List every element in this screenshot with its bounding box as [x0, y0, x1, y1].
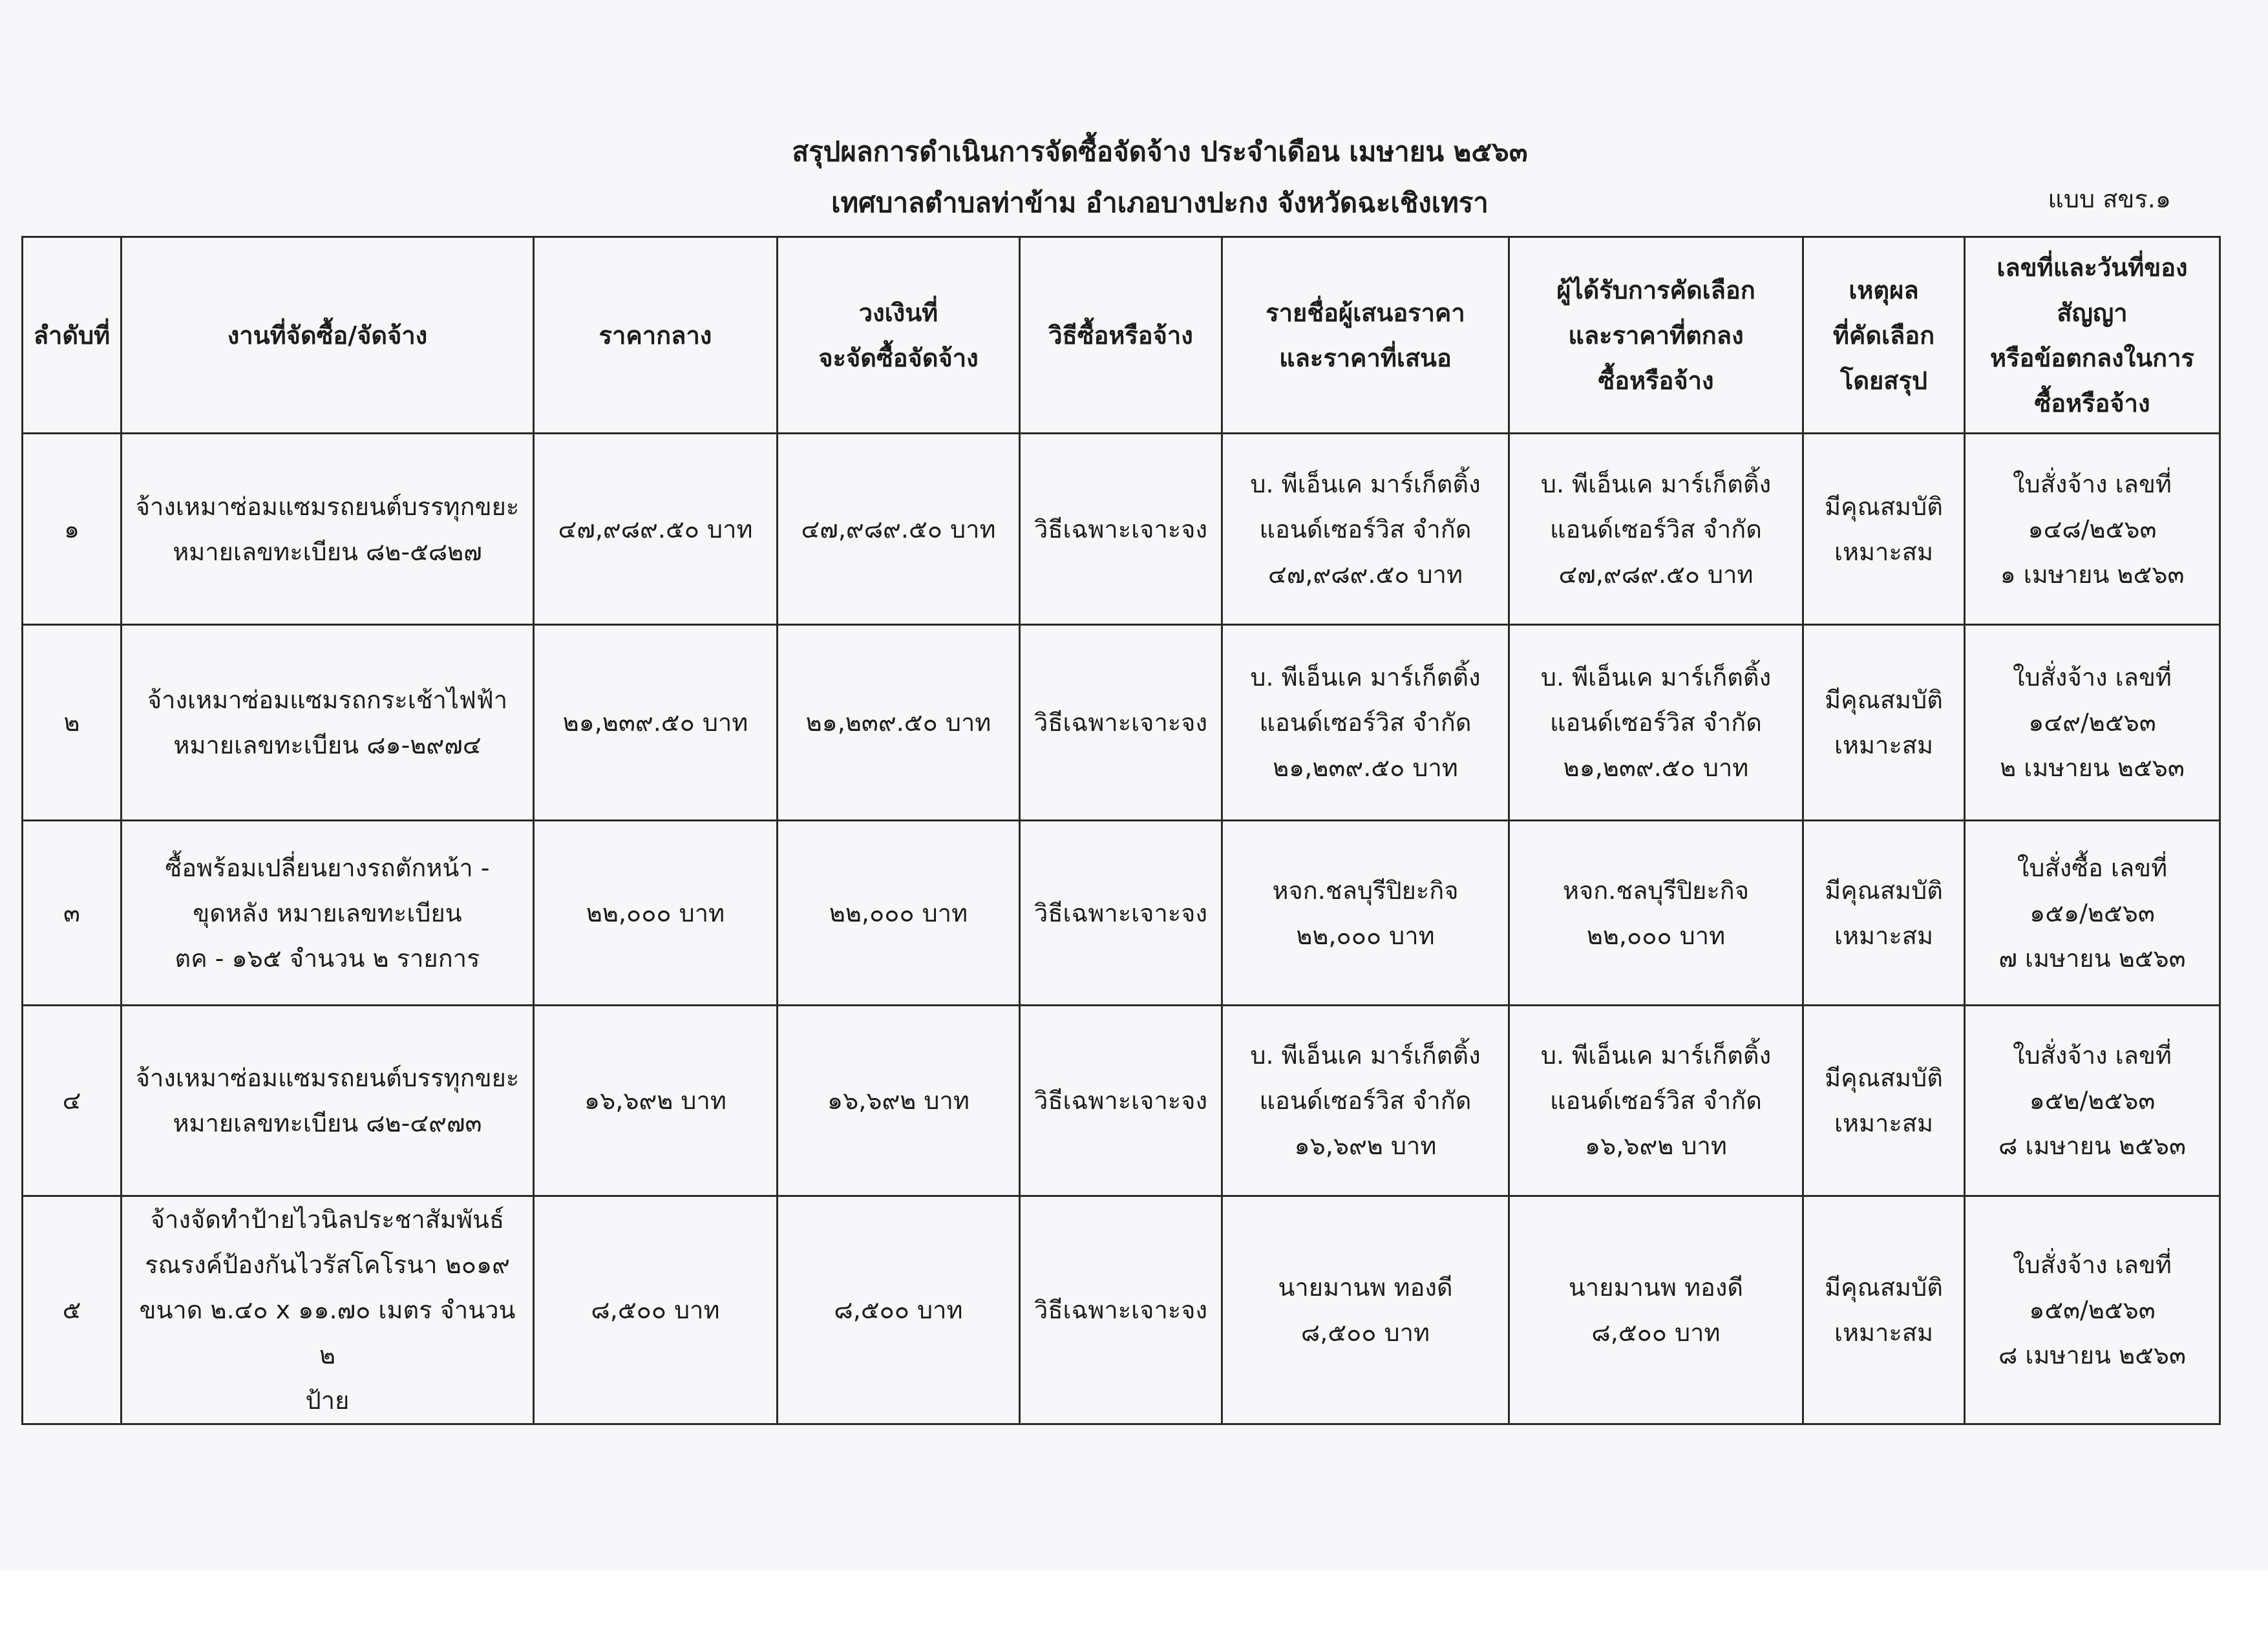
cell-reason: มีคุณสมบัติ เหมาะสม	[1803, 625, 1965, 821]
column-header-reason: เหตุผล ที่คัดเลือก โดยสรุป	[1803, 237, 1965, 434]
cell-no: ๔	[23, 1006, 122, 1196]
cell-median-price: ๑๖,๖๙๒ บาท	[534, 1006, 778, 1196]
cell-work: ซื้อพร้อมเปลี่ยนยางรถตักหน้า - ขุดหลัง หมายเลขทะเบียน ตค - ๑๖๕ จำนวน ๒ รายการ	[122, 821, 534, 1006]
column-header-bidders: รายชื่อผู้เสนอราคา และราคาที่เสนอ	[1222, 237, 1509, 434]
table-row	[23, 821, 2220, 1006]
cell-reason: มีคุณสมบัติ เหมาะสม	[1803, 1006, 1965, 1196]
document-title: สรุปผลการดำเนินการจัดซื้อจัดจ้าง ประจำเดือน เมษายน ๒๕๖๓	[792, 136, 1528, 167]
cell-work: จ้างเหมาซ่อมแซมรถยนต์บรรทุกขยะ หมายเลขทะเบียน ๘๒-๔๙๗๓	[122, 1006, 534, 1196]
cell-budget: ๘,๕๐๐ บาท	[778, 1196, 1020, 1424]
procurement-summary-table	[21, 236, 2221, 1425]
form-code: แบบ สขร.๑	[2048, 185, 2171, 213]
cell-method: วิธีเฉพาะเจาะจง	[1020, 821, 1222, 1006]
cell-budget: ๑๖,๖๙๒ บาท	[778, 1006, 1020, 1196]
cell-no: ๒	[23, 625, 122, 821]
cell-no: ๑	[23, 434, 122, 625]
cell-bidders: บ. พีเอ็นเค มาร์เก็ตติ้ง แอนด์เซอร์วิส จำกัด ๑๖,๖๙๒ บาท	[1222, 1006, 1509, 1196]
cell-contract: ใบสั่งจ้าง เลขที่ ๑๕๓/๒๕๖๓ ๘ เมษายน ๒๕๖๓	[1965, 1196, 2220, 1424]
cell-selected: นายมานพ ทองดี ๘,๕๐๐ บาท	[1509, 1196, 1803, 1424]
table-row	[23, 1196, 2220, 1424]
column-header-selected: ผู้ได้รับการคัดเลือก และราคาที่ตกลง ซื้อหรือจ้าง	[1509, 237, 1803, 434]
column-header-median-price: ราคากลาง	[534, 237, 778, 434]
cell-selected: บ. พีเอ็นเค มาร์เก็ตติ้ง แอนด์เซอร์วิส จำกัด ๒๑,๒๓๙.๕๐ บาท	[1509, 625, 1803, 821]
cell-method: วิธีเฉพาะเจาะจง	[1020, 1196, 1222, 1424]
cell-method: วิธีเฉพาะเจาะจง	[1020, 625, 1222, 821]
cell-selected: บ. พีเอ็นเค มาร์เก็ตติ้ง แอนด์เซอร์วิส จำกัด ๑๖,๖๙๒ บาท	[1509, 1006, 1803, 1196]
cell-reason: มีคุณสมบัติ เหมาะสม	[1803, 1196, 1965, 1424]
cell-selected: บ. พีเอ็นเค มาร์เก็ตติ้ง แอนด์เซอร์วิส จำกัด ๔๗,๙๘๙.๕๐ บาท	[1509, 434, 1803, 625]
cell-contract: ใบสั่งซื้อ เลขที่ ๑๕๑/๒๕๖๓ ๗ เมษายน ๒๕๖๓	[1965, 821, 2220, 1006]
table-header-row	[23, 237, 2220, 434]
cell-budget: ๒๒,๐๐๐ บาท	[778, 821, 1020, 1006]
cell-contract: ใบสั่งจ้าง เลขที่ ๑๔๙/๒๕๖๓ ๒ เมษายน ๒๕๖๓	[1965, 625, 2220, 821]
cell-work: จ้างเหมาซ่อมแซมรถกระเช้าไฟฟ้า หมายเลขทะเบียน ๘๑-๒๙๗๔	[122, 625, 534, 821]
column-header-method: วิธีซื้อหรือจ้าง	[1020, 237, 1222, 434]
cell-bidders: นายมานพ ทองดี ๘,๕๐๐ บาท	[1222, 1196, 1509, 1424]
cell-median-price: ๔๗,๙๘๙.๕๐ บาท	[534, 434, 778, 625]
cell-method: วิธีเฉพาะเจาะจง	[1020, 434, 1222, 625]
cell-budget: ๔๗,๙๘๙.๕๐ บาท	[778, 434, 1020, 625]
cell-method: วิธีเฉพาะเจาะจง	[1020, 1006, 1222, 1196]
cell-reason: มีคุณสมบัติ เหมาะสม	[1803, 821, 1965, 1006]
table-row	[23, 625, 2220, 821]
cell-budget: ๒๑,๒๓๙.๕๐ บาท	[778, 625, 1020, 821]
document-subtitle: เทศบาลตำบลท่าข้าม อำเภอบางปะกง จังหวัดฉะเชิงเทรา	[831, 187, 1489, 218]
cell-bidders: บ. พีเอ็นเค มาร์เก็ตติ้ง แอนด์เซอร์วิส จำกัด ๒๑,๒๓๙.๕๐ บาท	[1222, 625, 1509, 821]
cell-work: จ้างเหมาซ่อมแซมรถยนต์บรรทุกขยะ หมายเลขทะเบียน ๘๒-๕๘๒๗	[122, 434, 534, 625]
cell-reason: มีคุณสมบัติ เหมาะสม	[1803, 434, 1965, 625]
cell-work: จ้างจัดทำป้ายไวนิลประชาสัมพันธ์ รณรงค์ป้องกันไวรัสโคโรนา ๒๐๑๙ ขนาด ๒.๔๐ x ๑๑.๗๐ เมตร จำนวน ๒ ป้าย	[122, 1196, 534, 1424]
cell-median-price: ๒๒,๐๐๐ บาท	[534, 821, 778, 1006]
cell-median-price: ๘,๕๐๐ บาท	[534, 1196, 778, 1424]
column-header-no: ลำดับที่	[23, 237, 122, 434]
column-header-work: งานที่จัดซื้อ/จัดจ้าง	[122, 237, 534, 434]
table-row	[23, 1006, 2220, 1196]
cell-selected: หจก.ชลบุรีปิยะกิจ ๒๒,๐๐๐ บาท	[1509, 821, 1803, 1006]
column-header-budget: วงเงินที่ จะจัดซื้อจัดจ้าง	[778, 237, 1020, 434]
cell-bidders: หจก.ชลบุรีปิยะกิจ ๒๒,๐๐๐ บาท	[1222, 821, 1509, 1006]
cell-bidders: บ. พีเอ็นเค มาร์เก็ตติ้ง แอนด์เซอร์วิส จำกัด ๔๗,๙๘๙.๕๐ บาท	[1222, 434, 1509, 625]
page-margin	[0, 1570, 2268, 1648]
cell-contract: ใบสั่งจ้าง เลขที่ ๑๕๒/๒๕๖๓ ๘ เมษายน ๒๕๖๓	[1965, 1006, 2220, 1196]
cell-no: ๕	[23, 1196, 122, 1424]
column-header-contract: เลขที่และวันที่ของ สัญญา หรือข้อตกลงในการ ซื้อหรือจ้าง	[1965, 237, 2220, 434]
cell-median-price: ๒๑,๒๓๙.๕๐ บาท	[534, 625, 778, 821]
cell-no: ๓	[23, 821, 122, 1006]
cell-contract: ใบสั่งจ้าง เลขที่ ๑๔๘/๒๕๖๓ ๑ เมษายน ๒๕๖๓	[1965, 434, 2220, 625]
table-row	[23, 434, 2220, 625]
